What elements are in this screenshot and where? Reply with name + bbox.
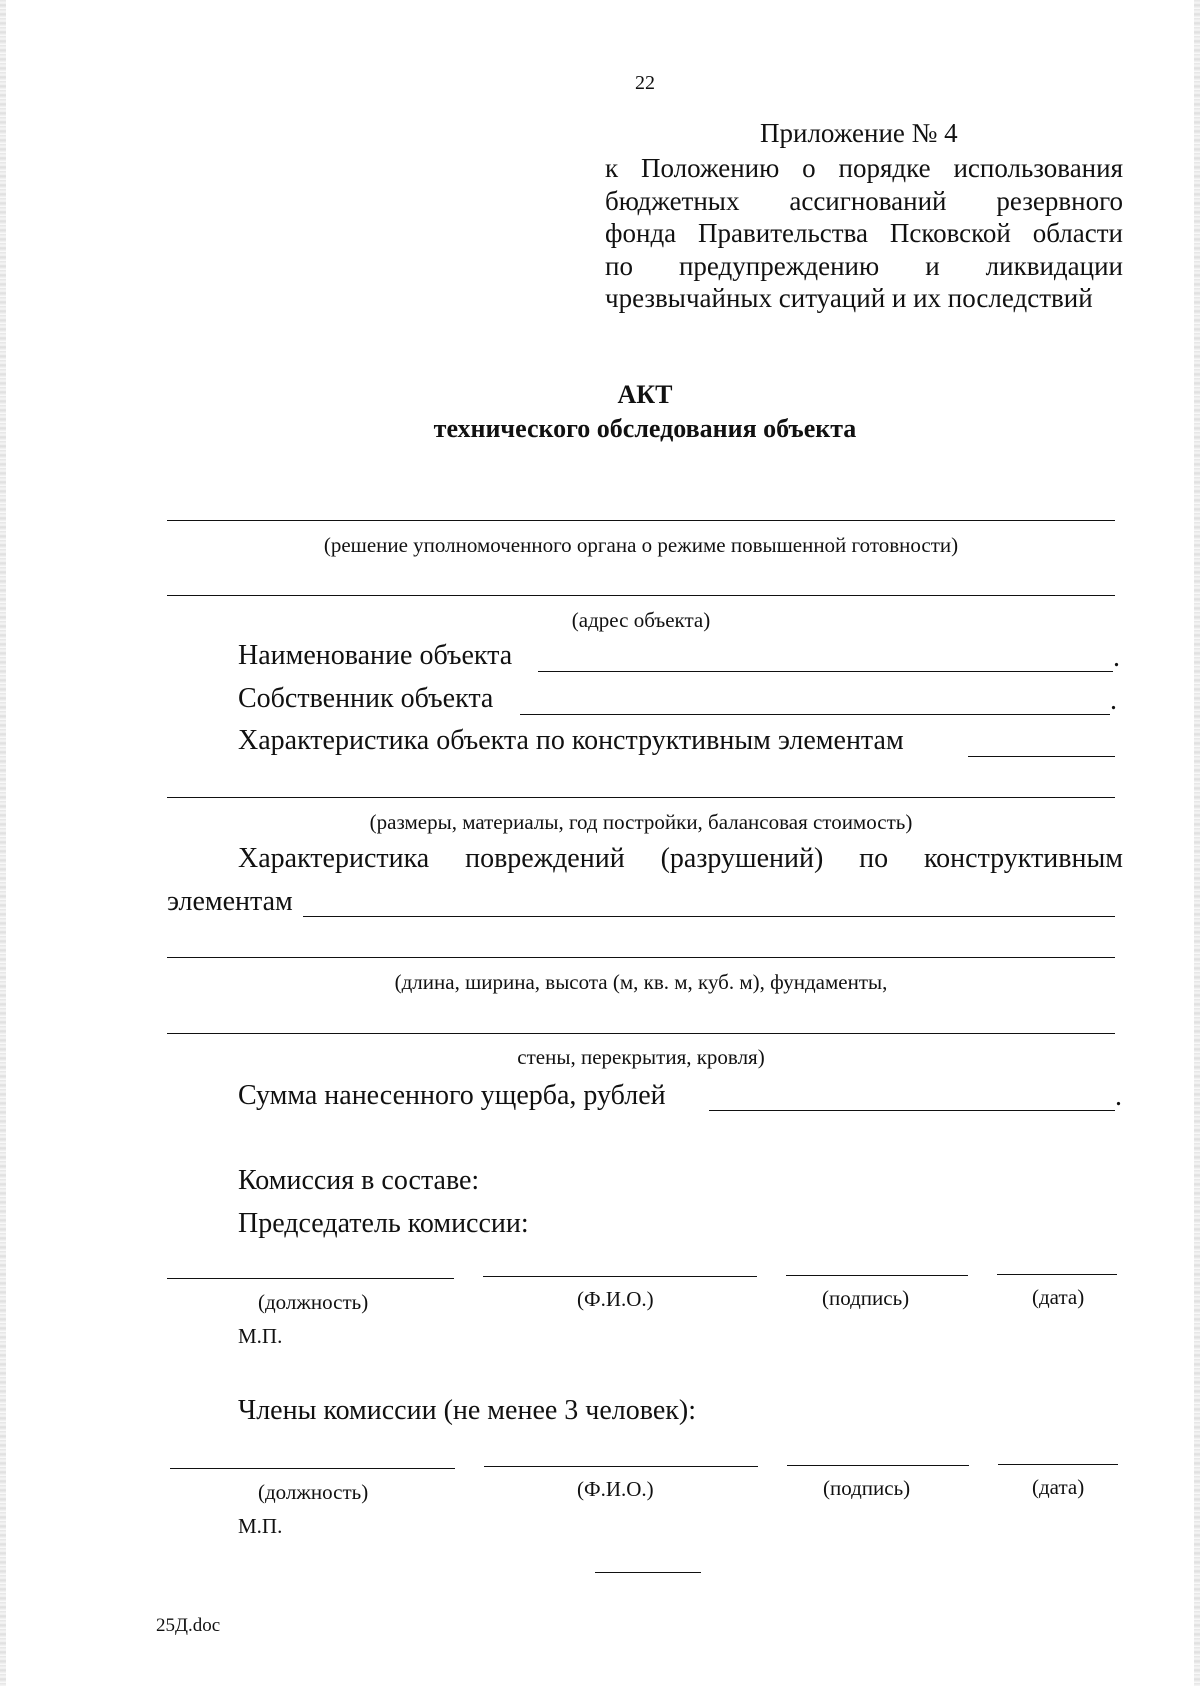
scan-edge-right xyxy=(1194,0,1200,1686)
chairman-date-caption: (дата) xyxy=(1032,1285,1085,1309)
damage-sum-period: . xyxy=(1115,1081,1122,1112)
object-owner-period: . xyxy=(1110,685,1117,716)
chairman-position-caption: (должность) xyxy=(258,1290,369,1314)
chairman-label: Председатель комиссии: xyxy=(238,1208,529,1239)
member-date-caption: (дата) xyxy=(1032,1475,1085,1499)
damage-sum-fill-line xyxy=(709,1110,1115,1111)
characteristics-caption: (размеры, материалы, год постройки, балансовая стоимость) xyxy=(369,810,913,834)
structures-caption: стены, перекрытия, кровля) xyxy=(517,1045,765,1069)
appendix-line: к Положению о порядке использования xyxy=(605,153,1123,183)
member-name-line xyxy=(484,1466,758,1467)
document-subtitle: технического обследования объекта xyxy=(433,414,857,443)
address-caption: (адрес объекта) xyxy=(571,608,711,632)
chairman-signature-caption: (подпись) xyxy=(822,1286,910,1310)
damage-fill-line xyxy=(303,916,1115,917)
member-position-line xyxy=(170,1468,455,1469)
document-title: АКТ xyxy=(617,380,673,409)
object-owner-label: Собственник объекта xyxy=(238,683,494,714)
object-characteristics-fill-line xyxy=(968,756,1115,757)
chairman-date-line xyxy=(997,1274,1117,1275)
chairman-name-caption: (Ф.И.О.) xyxy=(577,1287,654,1311)
member-signature-caption: (подпись) xyxy=(823,1476,911,1500)
object-name-label: Наименование объекта xyxy=(238,640,513,671)
commission-heading: Комиссия в составе: xyxy=(238,1165,480,1196)
footer-filename: 25Д.doc xyxy=(156,1615,221,1636)
object-name-fill-line xyxy=(538,671,1113,672)
member-position-caption: (должность) xyxy=(258,1480,369,1504)
address-fill-line xyxy=(167,595,1115,596)
appendix-line: бюджетных ассигнований резервного xyxy=(605,185,1123,216)
dimensions-caption: (длина, ширина, высота (м, кв. м, куб. м), фундаменты, xyxy=(394,970,888,994)
page-number: 22 xyxy=(635,72,655,94)
member-name-caption: (Ф.И.О.) xyxy=(577,1477,654,1501)
chairman-signature-line xyxy=(786,1275,968,1276)
appendix-title: Приложение № 4 xyxy=(760,118,958,148)
chairman-name-line xyxy=(483,1276,757,1277)
member-stamp-mark: М.П. xyxy=(238,1514,283,1538)
members-label: Члены комиссии (не менее 3 человек): xyxy=(238,1395,696,1426)
object-characteristics-fill-line-2 xyxy=(167,797,1115,798)
object-name-period: . xyxy=(1113,642,1120,673)
damage-fill-line-3 xyxy=(167,1033,1115,1034)
damage-sum-label: Сумма нанесенного ущерба, рублей xyxy=(238,1080,666,1111)
chairman-stamp-mark: М.П. xyxy=(238,1324,283,1348)
decision-fill-line xyxy=(167,520,1115,521)
member-signature-line xyxy=(787,1465,969,1466)
object-owner-fill-line xyxy=(520,714,1110,715)
damage-fill-line-2 xyxy=(167,957,1115,958)
appendix-line: по предупреждению и ликвидации xyxy=(605,250,1123,281)
decision-caption: (решение уполномоченного органа о режиме повышенной готовности) xyxy=(323,533,959,557)
damage-characteristics-label-cont: элементам xyxy=(167,886,293,917)
damage-characteristics-label: Характеристика повреждений (разрушений) по конструктивным xyxy=(238,843,1123,874)
scan-edge-left xyxy=(0,0,6,1686)
appendix-reference xyxy=(605,152,1123,315)
chairman-position-line xyxy=(167,1278,454,1279)
appendix-line: чрезвычайных ситуаций и их последствий xyxy=(605,283,1093,313)
end-of-document-dash xyxy=(595,1572,701,1573)
member-date-line xyxy=(998,1464,1118,1465)
appendix-line: фонда Правительства Псковской области xyxy=(605,218,1123,248)
object-characteristics-label: Характеристика объекта по конструктивным элементам xyxy=(238,725,904,756)
